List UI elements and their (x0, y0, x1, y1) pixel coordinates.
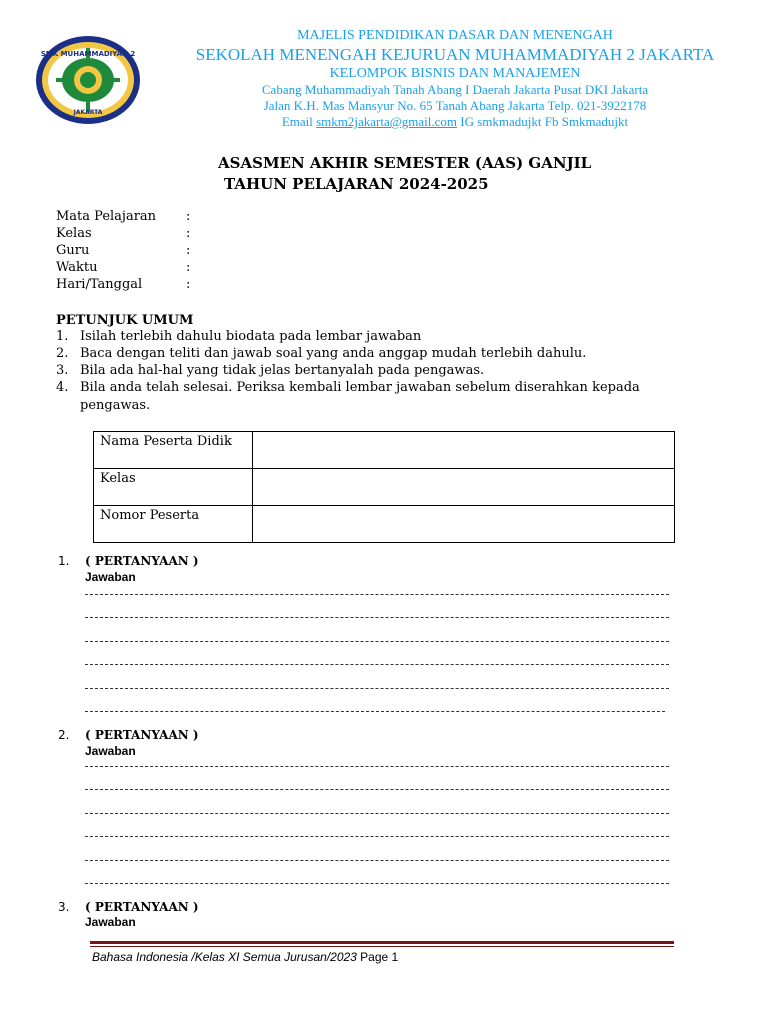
footer-text: Bahasa Indonesia /Kelas XI Semua Jurusan/2023 (92, 950, 357, 964)
field-class (56, 226, 191, 241)
answer-label: Jawaban (85, 915, 136, 929)
answer-line (85, 617, 669, 618)
instruction-text: Bila ada hal-hal yang tidak jelas bertanyalah pada pengawas. (80, 363, 485, 378)
page-number: Page 1 (356, 950, 399, 964)
header-group: KELOMPOK BISNIS DAN MANAJEMEN (329, 66, 581, 81)
instruction-item (56, 329, 421, 344)
page-footer (92, 950, 398, 964)
answer-line (85, 594, 669, 595)
header-majelis: MAJELIS PENDIDIKAN DASAR DAN MENENGAH (297, 28, 613, 43)
instruction-continuation: pengawas. (80, 398, 151, 413)
instruction-text: Isilah terlebih dahulu biodata pada lembar jawaban (80, 329, 422, 344)
instruction-num: 2. (56, 346, 69, 361)
header-address: Jalan K.H. Mas Mansyur No. 65 Tanah Abang Jakarta Telp. 021-3922178 (263, 98, 647, 113)
field-label: Waktu (56, 260, 98, 275)
logo-bottom-text: JAKARTA (73, 109, 103, 116)
table-label-number: Nomor Peserta (94, 506, 253, 543)
field-colon: : (186, 226, 191, 241)
answer-line (85, 883, 669, 884)
logo-ring-text: SMK MUHAMMADIYAH 2 (40, 50, 136, 58)
field-label: Mata Pelajaran (56, 209, 157, 224)
answer-line (85, 664, 669, 665)
number-input-cell[interactable] (253, 506, 675, 543)
field-colon: : (186, 260, 191, 275)
instruction-item (56, 380, 640, 395)
exam-year: TAHUN PELAJARAN 2024-2025 (224, 175, 489, 193)
answer-line (85, 711, 665, 712)
answer-label: Jawaban (85, 570, 136, 584)
student-identity-table (93, 431, 675, 543)
field-time (56, 260, 191, 275)
answer-line (85, 813, 669, 814)
answer-line (85, 836, 669, 837)
field-date (56, 277, 191, 292)
question-title: ( PERTANYAAN ) (85, 728, 199, 742)
school-logo (34, 34, 142, 126)
header-contact (150, 114, 760, 130)
exam-title: ASASMEN AKHIR SEMESTER (AAS) GANJIL (218, 154, 592, 172)
table-row (94, 432, 675, 469)
instruction-item (56, 346, 586, 361)
question-title: ( PERTANYAAN ) (85, 554, 199, 568)
field-colon: : (186, 209, 191, 224)
instruction-text: Baca dengan teliti dan jawab soal yang anda anggap mudah terlebih dahulu. (80, 346, 587, 361)
table-row (94, 469, 675, 506)
email-prefix: Email (281, 114, 317, 129)
instruction-num: 4. (56, 380, 69, 395)
answer-label: Jawaban (85, 744, 136, 758)
header-branch: Cabang Muhammadiyah Tanah Abang I Daerah Jakarta Pusat DKI Jakarta (261, 82, 649, 97)
instruction-item (56, 363, 484, 378)
header-school-name: SEKOLAH MENENGAH KEJURUAN MUHAMMADIYAH 2 JAKARTA (195, 45, 715, 64)
instruction-text: Bila anda telah selesai. Periksa kembali lembar jawaban sebelum diserahkan kepada (80, 380, 640, 395)
instruction-num: 3. (56, 363, 69, 378)
question-number: 2. (58, 728, 70, 742)
table-row (94, 506, 675, 543)
field-subject (56, 209, 191, 224)
question-title: ( PERTANYAAN ) (85, 900, 199, 914)
answer-line (85, 860, 669, 861)
instruction-num: 1. (56, 329, 69, 344)
table-label-class: Kelas (94, 469, 253, 506)
field-teacher (56, 243, 191, 258)
answer-line (85, 789, 669, 790)
field-colon: : (186, 243, 191, 258)
field-colon: : (186, 277, 191, 292)
answer-line (85, 766, 669, 767)
field-label: Hari/Tanggal (56, 277, 143, 292)
footer-rule (90, 941, 674, 944)
email-link[interactable]: smkm2jakarta@gmail.com (316, 114, 457, 129)
instructions-heading: PETUNJUK UMUM (56, 313, 194, 328)
class-input-cell[interactable] (253, 469, 675, 506)
table-label-name: Nama Peserta Didik (94, 432, 253, 469)
field-label: Guru (56, 243, 90, 258)
field-label: Kelas (56, 226, 92, 241)
answer-line (85, 688, 669, 689)
name-input-cell[interactable] (253, 432, 675, 469)
social-handles: IG smkmadujkt Fb Smkmadujkt (456, 114, 629, 129)
answer-line (85, 641, 669, 642)
question-number: 1. (58, 554, 70, 568)
question-number: 3. (58, 900, 70, 914)
footer-rule-thin (90, 946, 674, 947)
